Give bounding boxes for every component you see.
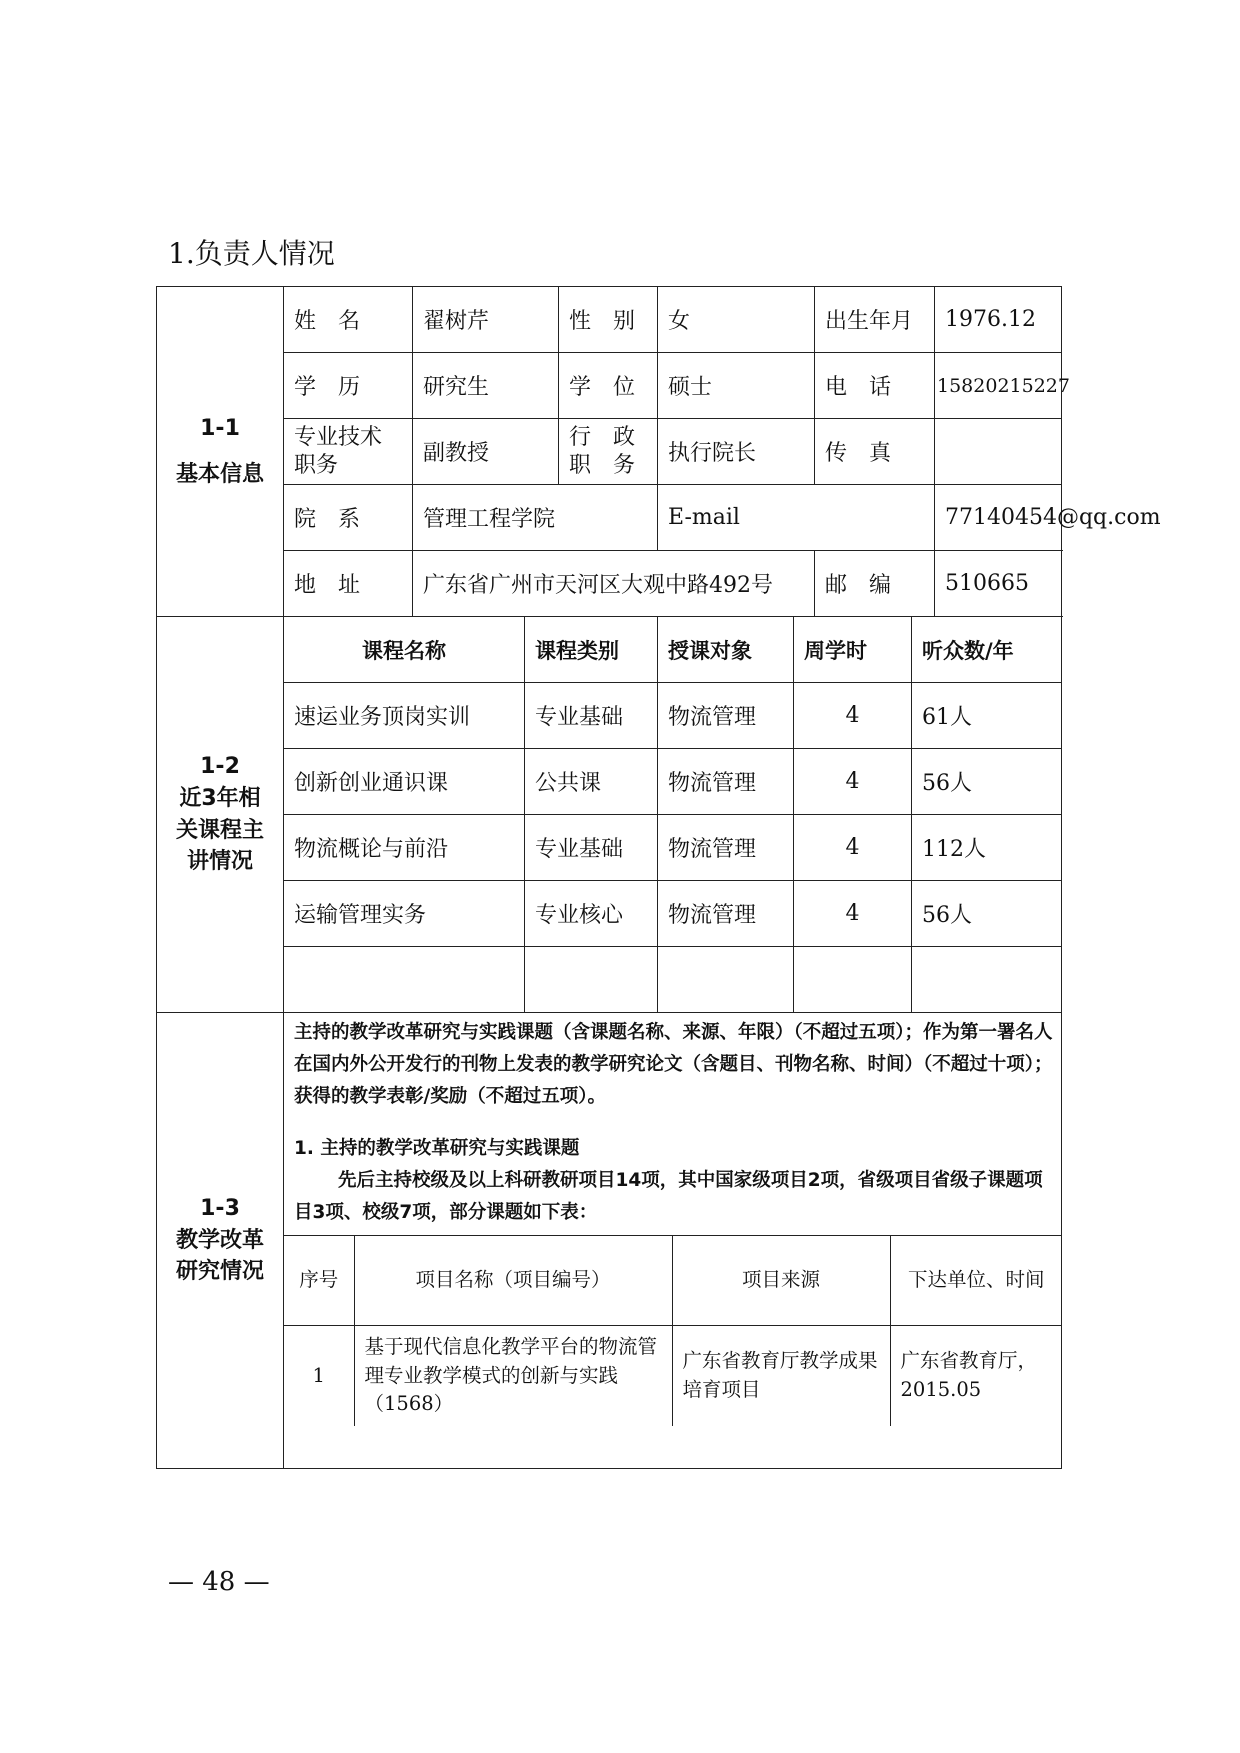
- reform-description: [284, 1013, 1061, 1229]
- reform-instructions: 主持的教学改革研究与实践课题（含课题名称、来源、年限）（不超过五项）；作为第一署名人在国内外公开发行的刊物上发表的教学研究论文（含题目、刊物名称、时间）（不超过十项）；获得的教学表彰/奖励（不超过五项）。: [294, 1022, 1053, 1107]
- table-row: [157, 881, 1062, 947]
- phone-value: 15820215227: [935, 353, 1062, 419]
- courses-table: [156, 616, 1062, 1013]
- phone-label: 电 话: [815, 353, 935, 419]
- degree-label: 学 位: [559, 353, 658, 419]
- listeners-header: 听众数/年: [912, 617, 1062, 683]
- listeners: 56人: [912, 881, 1062, 947]
- admin-post-value: 执行院长: [658, 419, 815, 485]
- listeners: 112人: [912, 815, 1062, 881]
- project-source: 广东省教育厅教学成果培育项目: [672, 1326, 890, 1426]
- degree-value: 硕士: [658, 353, 815, 419]
- listeners: [912, 947, 1062, 1013]
- name-value: 翟树芹: [413, 287, 559, 353]
- education-value: 研究生: [413, 353, 559, 419]
- address-label: 地 址: [284, 551, 413, 617]
- table-row: [284, 1326, 1062, 1426]
- audience-header: 授课对象: [658, 617, 794, 683]
- zip-label: 邮 编: [815, 551, 935, 617]
- course-type: 专业基础: [525, 815, 658, 881]
- dept-label: 院 系: [284, 485, 413, 551]
- audience: 物流管理: [658, 683, 794, 749]
- gender-value: 女: [658, 287, 815, 353]
- gender-label: 性 别: [559, 287, 658, 353]
- reform-paragraph: 先后主持校级及以上科研教研项目14项，其中国家级项目2项，省级项目省级子课题项目3项、校级7项，部分课题如下表：: [294, 1170, 1043, 1223]
- birth-value: 1976.12: [935, 287, 1062, 353]
- weekly-hours: 4: [794, 815, 912, 881]
- course-type: 专业基础: [525, 683, 658, 749]
- course-name: [284, 947, 525, 1013]
- serial-value: 1: [284, 1326, 354, 1426]
- dept-value: 管理工程学院: [413, 485, 658, 551]
- weekly-hours-header: 周学时: [794, 617, 912, 683]
- section-label-1-2: 1-2 近3年相关课程主讲情况: [157, 617, 284, 1013]
- address-value: 广东省广州市天河区大观中路492号: [413, 551, 815, 617]
- course-type-header: 课程类别: [525, 617, 658, 683]
- table-row: [157, 947, 1062, 1013]
- project-name-header: 项目名称（项目编号）: [354, 1236, 672, 1326]
- course-type: 专业核心: [525, 881, 658, 947]
- project-source-header: 项目来源: [672, 1236, 890, 1326]
- audience: 物流管理: [658, 815, 794, 881]
- course-name: 创新创业通识课: [284, 749, 525, 815]
- project-name: 基于现代信息化教学平台的物流管理专业教学模式的创新与实践（1568）: [354, 1326, 672, 1426]
- title-label: 专业技术职务: [284, 419, 413, 485]
- reform-content: [284, 1013, 1062, 1469]
- weekly-hours: [794, 947, 912, 1013]
- education-label: 学 历: [284, 353, 413, 419]
- course-name: 运输管理实务: [284, 881, 525, 947]
- audience: 物流管理: [658, 749, 794, 815]
- email-value: 77140454@qq.com: [935, 485, 1062, 551]
- teaching-reform-table: [156, 1012, 1062, 1469]
- weekly-hours: 4: [794, 683, 912, 749]
- issuer-date: 广东省教育厅，2015.05: [890, 1326, 1062, 1426]
- name-label: 姓 名: [284, 287, 413, 353]
- section-heading: 1.负责人情况: [168, 237, 335, 270]
- audience: [658, 947, 794, 1013]
- course-type: [525, 947, 658, 1013]
- course-name: 物流概论与前沿: [284, 815, 525, 881]
- section-label-1-1: 1-1 基本信息: [157, 287, 284, 617]
- course-name: 速运业务顶岗实训: [284, 683, 525, 749]
- birth-label: 出生年月: [815, 287, 935, 353]
- listeners: 61人: [912, 683, 1062, 749]
- issuer-date-header: 下达单位、时间: [890, 1236, 1062, 1326]
- weekly-hours: 4: [794, 749, 912, 815]
- fax-value: [935, 419, 1062, 485]
- table-row: [157, 815, 1062, 881]
- page-number: — 48 —: [168, 1567, 270, 1597]
- basic-info-table: [156, 286, 1161, 617]
- course-name-header: 课程名称: [284, 617, 525, 683]
- listeners: 56人: [912, 749, 1062, 815]
- table-row: [157, 749, 1062, 815]
- projects-table: [284, 1235, 1062, 1426]
- weekly-hours: 4: [794, 881, 912, 947]
- course-type: 公共课: [525, 749, 658, 815]
- fax-label: 传 真: [815, 419, 935, 485]
- email-label: E-mail: [658, 485, 935, 551]
- title-value: 副教授: [413, 419, 559, 485]
- reform-subtitle: 1. 主持的教学改革研究与实践课题: [294, 1138, 580, 1159]
- section-label-1-3: 1-3 教学改革研究情况: [157, 1013, 284, 1469]
- zip-value: 510665: [935, 551, 1062, 617]
- table-row: [157, 683, 1062, 749]
- audience: 物流管理: [658, 881, 794, 947]
- serial-header: 序号: [284, 1236, 354, 1326]
- admin-post-label: 行 政职 务: [559, 419, 658, 485]
